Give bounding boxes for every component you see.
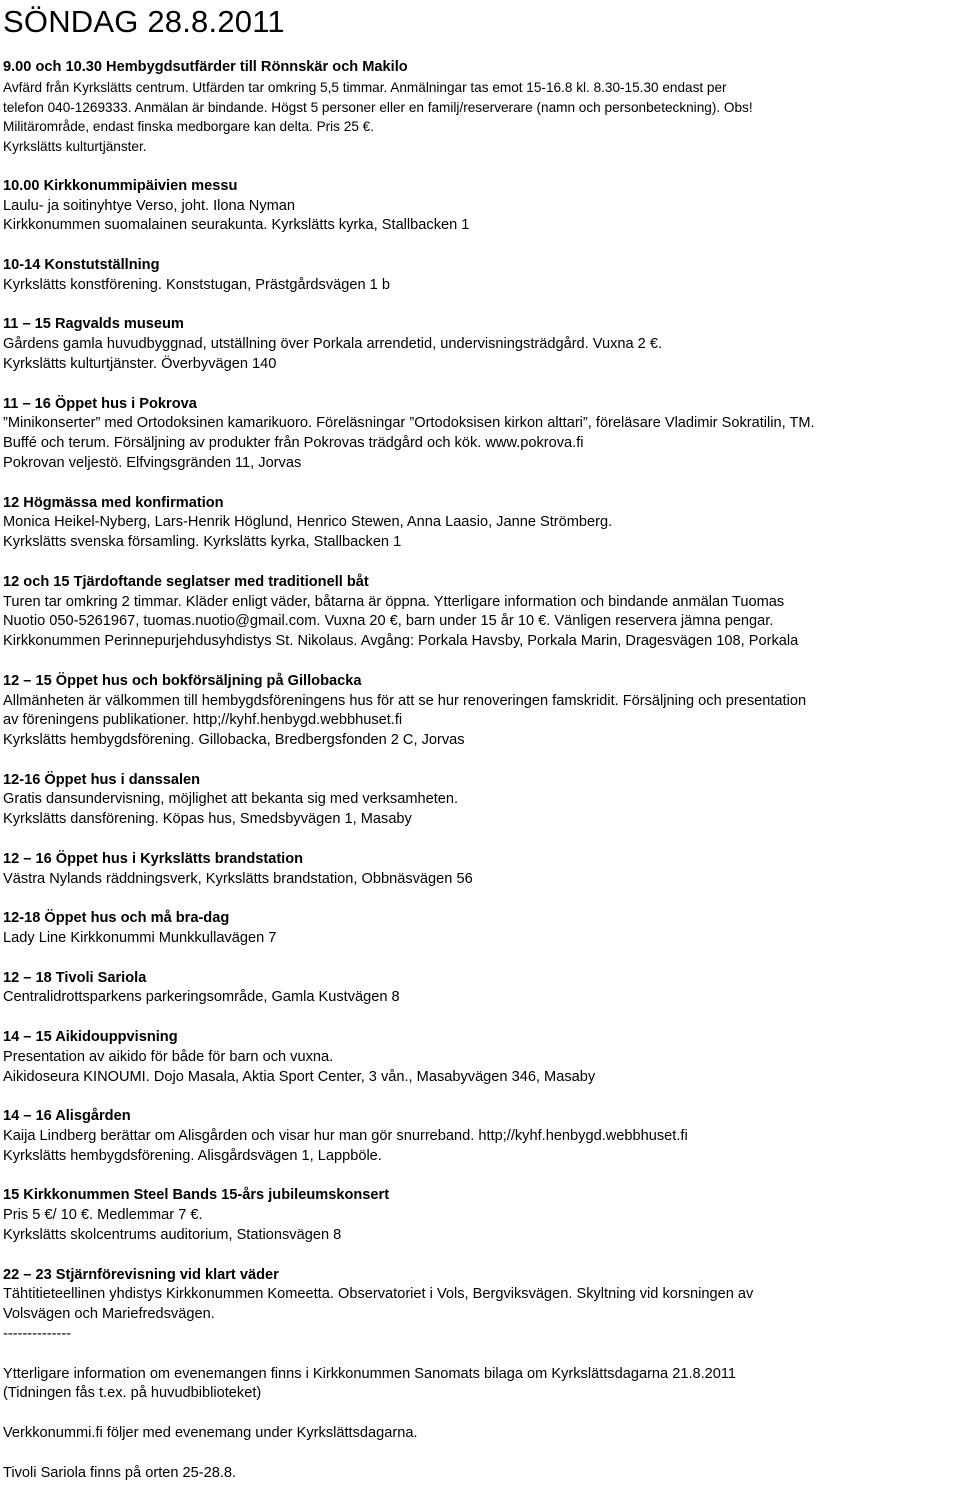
- event-block: [3, 177, 958, 236]
- event-block: [3, 395, 958, 474]
- event-detail-line: --------------: [3, 1326, 72, 1342]
- spacer: [3, 751, 958, 771]
- event-block: [3, 850, 958, 890]
- page-title: SÖNDAG 28.8.2011: [3, 4, 285, 39]
- event-block: [3, 909, 958, 949]
- spacer: [3, 830, 958, 850]
- event-detail-line: Kyrkslätts hembygdsförening. Gillobacka, Bredbergsfonden 2 C, Jorvas: [3, 732, 465, 749]
- event-heading: 9.00 och 10.30 Hembygdsutfärder till Rönnskär och Makilo: [3, 59, 408, 75]
- event-detail-line: ”Minikonserter” med Ortodoksinen kamarikuoro. Föreläsningar ”Ortodoksisen kirkon alttari”, föreläsare Vladimir Sokratilin, TM.: [3, 415, 815, 432]
- event-detail-line: Aikidoseura KINOUMI. Dojo Masala, Aktia Sport Center, 3 vån., Masabyvägen 346, Masaby: [3, 1068, 596, 1085]
- event-detail-line: Kyrkslätts skolcentrums auditorium, Stationsvägen 8: [3, 1227, 342, 1244]
- event-detail-line: Volsvägen och Mariefredsvägen.: [3, 1306, 215, 1323]
- event-detail-line: telefon 040-1269333. Anmälan är bindande. Högst 5 personer eller en familj/reserverare (namn och personbeteckning). Obs!: [3, 99, 753, 115]
- event-heading: 10.00 Kirkkonummipäivien messu: [3, 177, 238, 194]
- event-detail-line: Pokrovan veljestö. Elfvingsgränden 11, Jorvas: [3, 454, 302, 471]
- event-detail-line: Västra Nylands räddningsverk, Kyrkslätts brandstation, Obbnäsvägen 56: [3, 870, 473, 887]
- footer-note: [3, 1365, 958, 1405]
- event-block: [3, 315, 958, 374]
- event-heading: 11 – 15 Ragvalds museum: [3, 316, 184, 333]
- event-detail-line: Kyrkslätts dansförening. Köpas hus, Smedsbyvägen 1, Masaby: [3, 811, 412, 828]
- spacer: [3, 652, 958, 672]
- spacer: [3, 949, 958, 969]
- event-block: [3, 256, 958, 296]
- event-detail-line: Kirkkonummen Perinnepurjehdusyhdistys St. Nikolaus. Avgång: Porkala Havsby, Porkala Marin, Dragesvägen 108, Porkala: [3, 633, 799, 650]
- event-detail-line: Nuotio 050-5261967, tuomas.nuotio@gmail.com. Vuxna 20 €, barn under 15 år 10 €. Vänligen reservera jämna pengar.: [3, 613, 774, 630]
- event-heading: 14 – 16 Alisgården: [3, 1108, 131, 1125]
- event-heading: 10-14 Konstutställning: [3, 256, 160, 273]
- event-detail-line: Militärområde, endast finska medborgare kan delta. Pris 25 €.: [3, 119, 374, 135]
- event-detail-line: Monica Heikel-Nyberg, Lars-Henrik Höglund, Henrico Stewen, Anna Laasio, Janne Strömberg.: [3, 514, 613, 531]
- spacer: [3, 1246, 958, 1266]
- event-heading: 14 – 15 Aikidouppvisning: [3, 1029, 178, 1046]
- spacer: [3, 889, 958, 909]
- spacer: [3, 1087, 958, 1107]
- event-detail-line: Kyrkslätts kulturtjänster. Överbyvägen 140: [3, 355, 277, 372]
- spacer: [3, 553, 958, 573]
- spacer: [3, 1444, 958, 1464]
- event-detail-line: Kyrkslätts kulturtjänster.: [3, 139, 147, 155]
- event-block: [3, 771, 958, 830]
- event-heading: 12 – 18 Tivoli Sariola: [3, 969, 147, 986]
- event-heading: 12 – 15 Öppet hus och bokförsäljning på Gillobacka: [3, 672, 362, 689]
- footer-note-line: Tivoli Sariola finns på orten 25-28.8.: [3, 1464, 237, 1481]
- spacer: [3, 157, 958, 177]
- event-detail-line: Allmänheten är välkommen till hembygdsföreningens hus för att se hur renoveringen famskridit. Försäljning och presentation: [3, 692, 807, 709]
- spacer: [3, 474, 958, 494]
- event-list: [3, 58, 958, 1483]
- spacer: [3, 236, 958, 256]
- footer-note-line: Ytterligare information om evenemangen finns i Kirkkonummen Sanomats bilaga om Kyrkslättsdagarna 21.8.2011: [3, 1365, 737, 1382]
- event-detail-line: Presentation av aikido för både för barn och vuxna.: [3, 1048, 334, 1065]
- event-heading: 11 – 16 Öppet hus i Pokrova: [3, 395, 197, 412]
- event-block: [3, 58, 958, 157]
- event-block: [3, 1107, 958, 1166]
- event-detail-line: Pris 5 €/ 10 €. Medlemmar 7 €.: [3, 1207, 203, 1224]
- event-detail-line: Centralidrottsparkens parkeringsområde, Gamla Kustvägen 8: [3, 989, 400, 1006]
- event-block: [3, 672, 958, 751]
- event-detail-line: Kaija Lindberg berättar om Alisgården och visar hur man gör snurreband. http;//kyhf.henbygd.webbhuset.fi: [3, 1128, 688, 1145]
- event-detail-line: Buffé och terum. Försäljning av produkter från Pokrovas trädgård och kök. www.pokrova.fi: [3, 435, 584, 452]
- event-detail-line: Kyrkslätts konstförening. Konststugan, Prästgårdsvägen 1 b: [3, 276, 390, 293]
- footer-note-line: (Tidningen fås t.ex. på huvudbiblioteket): [3, 1385, 262, 1402]
- spacer: [3, 1345, 958, 1365]
- event-detail-line: av föreningens publikationer. http;//kyhf.henbygd.webbhuset.fi: [3, 712, 403, 729]
- event-block: [3, 1186, 958, 1245]
- footer-note: [3, 1464, 958, 1484]
- event-block: [3, 573, 958, 652]
- event-detail-line: Avfärd från Kyrkslätts centrum. Utfärden tar omkring 5,5 timmar. Anmälningar tas emot 15-16.8 kl. 8.30-15.30 endast per: [3, 79, 727, 95]
- footer-note: [3, 1424, 958, 1444]
- event-block: [3, 1266, 958, 1345]
- event-detail-line: Kyrkslätts svenska församling. Kyrkslätts kyrka, Stallbacken 1: [3, 534, 402, 551]
- event-heading: 12 och 15 Tjärdoftande seglatser med traditionell båt: [3, 573, 369, 590]
- event-detail-line: Kirkkonummen suomalainen seurakunta. Kyrkslätts kyrka, Stallbacken 1: [3, 217, 470, 234]
- event-detail-line: Tähtitieteellinen yhdistys Kirkkonummen Komeetta. Observatoriet i Vols, Bergviksvägen. Skyltning vid korsningen av: [3, 1286, 754, 1303]
- event-detail-line: Gårdens gamla huvudbyggnad, utställning över Porkala arrendetid, undervisningsträdgård. Vuxna 2 €.: [3, 336, 663, 353]
- event-block: [3, 969, 958, 1009]
- event-heading: 12-18 Öppet hus och må bra-dag: [3, 910, 230, 927]
- event-detail-line: Gratis dansundervisning, möjlighet att bekanta sig med verksamheten.: [3, 791, 459, 808]
- spacer: [3, 1167, 958, 1187]
- event-detail-line: Kyrkslätts hembygdsförening. Alisgårdsvägen 1, Lappböle.: [3, 1147, 382, 1164]
- event-block: [3, 1028, 958, 1087]
- spacer: [3, 1404, 958, 1424]
- event-heading: 22 – 23 Stjärnförevisning vid klart väder: [3, 1266, 279, 1283]
- event-detail-line: Laulu- ja soitinyhtye Verso, joht. Ilona Nyman: [3, 197, 296, 214]
- event-heading: 15 Kirkkonummen Steel Bands 15-års jubileumskonsert: [3, 1187, 390, 1204]
- spacer: [3, 1008, 958, 1028]
- event-heading: 12 – 16 Öppet hus i Kyrkslätts brandstation: [3, 850, 304, 867]
- event-detail-line: Turen tar omkring 2 timmar. Kläder enligt väder, båtarna är öppna. Ytterligare information och bindande anmälan Tuomas: [3, 593, 785, 610]
- footer-note-line: Verkkonummi.fi följer med evenemang under Kyrkslättsdagarna.: [3, 1424, 418, 1441]
- spacer: [3, 375, 958, 395]
- event-detail-line: Lady Line Kirkkonummi Munkkullavägen 7: [3, 930, 277, 947]
- event-heading: 12 Högmässa med konfirmation: [3, 494, 224, 511]
- spacer: [3, 296, 958, 316]
- document-page: [3, 0, 958, 1483]
- event-heading: 12-16 Öppet hus i danssalen: [3, 771, 201, 788]
- event-block: [3, 494, 958, 553]
